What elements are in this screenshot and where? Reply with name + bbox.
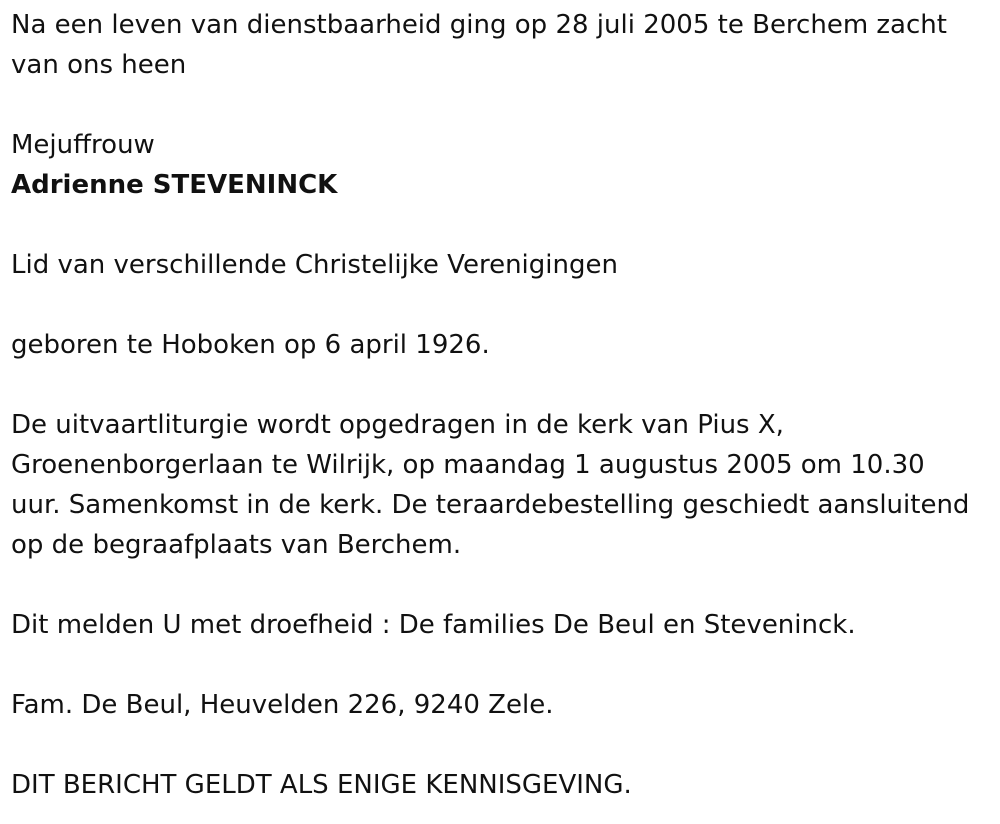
spacer	[11, 565, 1000, 605]
intro-line-2: van ons heen	[11, 50, 187, 80]
address-line: Fam. De Beul, Heuvelden 226, 9240 Zele.	[11, 690, 554, 720]
intro-line-1: Na een leven van dienstbaarheid ging op 28 juli 2005 te Berchem zacht	[11, 10, 947, 40]
deceased-name: Adrienne STEVENINCK	[11, 170, 338, 200]
funeral-line-1: De uitvaartliturgie wordt opgedragen in de kerk van Pius X,	[11, 410, 784, 440]
spacer	[11, 725, 1000, 765]
funeral-line-3: uur. Samenkomst in de kerk. De teraardebestelling geschiedt aansluitend	[11, 490, 970, 520]
spacer	[11, 285, 1000, 325]
announcement-line: Dit melden U met droefheid : De families De Beul en Steveninck.	[11, 610, 856, 640]
spacer	[11, 205, 1000, 245]
spacer	[11, 365, 1000, 405]
honorific-title: Mejuffrouw	[11, 130, 155, 160]
spacer	[11, 85, 1000, 125]
membership-line: Lid van verschillende Christelijke Verenigingen	[11, 250, 618, 280]
funeral-line-4: op de begraafplaats van Berchem.	[11, 530, 462, 560]
spacer	[11, 645, 1000, 685]
birth-line: geboren te Hoboken op 6 april 1926.	[11, 330, 490, 360]
funeral-line-2: Groenenborgerlaan te Wilrijk, op maandag 1 augustus 2005 om 10.30	[11, 450, 925, 480]
closing-line: DIT BERICHT GELDT ALS ENIGE KENNISGEVING.	[11, 770, 632, 800]
